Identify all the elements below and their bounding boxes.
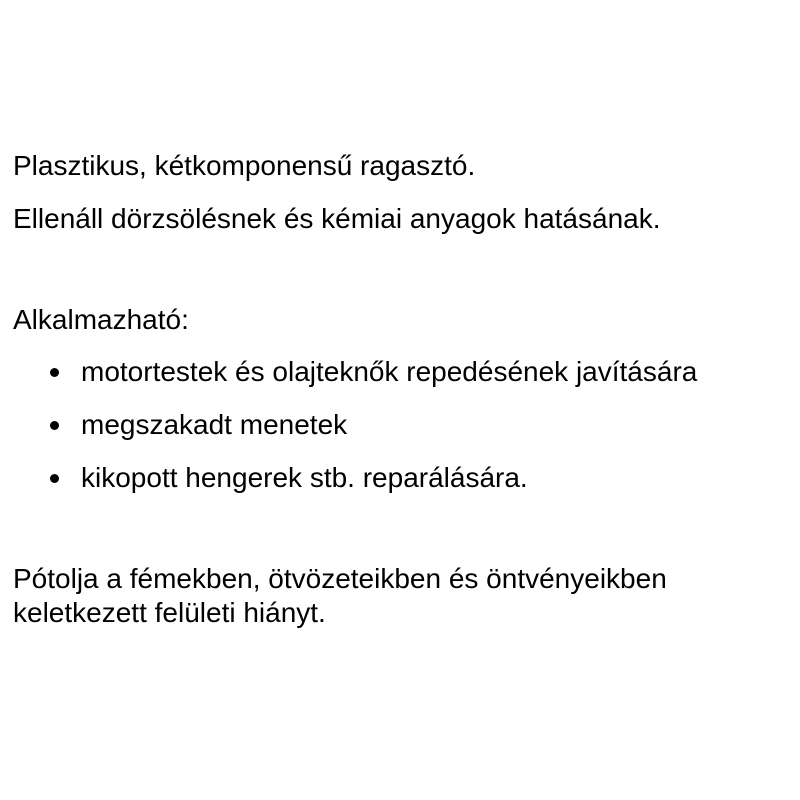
bullet-icon [50,474,59,483]
closing-line-1: Pótolja a fémekben, ötvözeteikben és öntvényeikben [13,563,667,594]
bullet-icon [50,368,59,377]
list-item-text: kikopott hengerek stb. reparálására. [81,462,528,493]
intro-line-2: Ellenáll dörzsölésnek és kémiai anyagok hatásának. [13,203,661,234]
list-item [0,462,800,494]
intro-line-1: Plasztikus, kétkomponensű ragasztó. [13,150,476,181]
list-item [0,356,800,388]
usage-heading: Alkalmazható: [13,304,189,335]
list-item-text: megszakadt menetek [81,409,348,440]
list-item-text: motortestek és olajteknők repedésének javítására [81,356,698,387]
closing-line-2: keletkezett felületi hiányt. [13,597,326,628]
list-item [0,409,800,441]
bullet-icon [50,421,59,430]
closing-paragraph [13,562,667,630]
